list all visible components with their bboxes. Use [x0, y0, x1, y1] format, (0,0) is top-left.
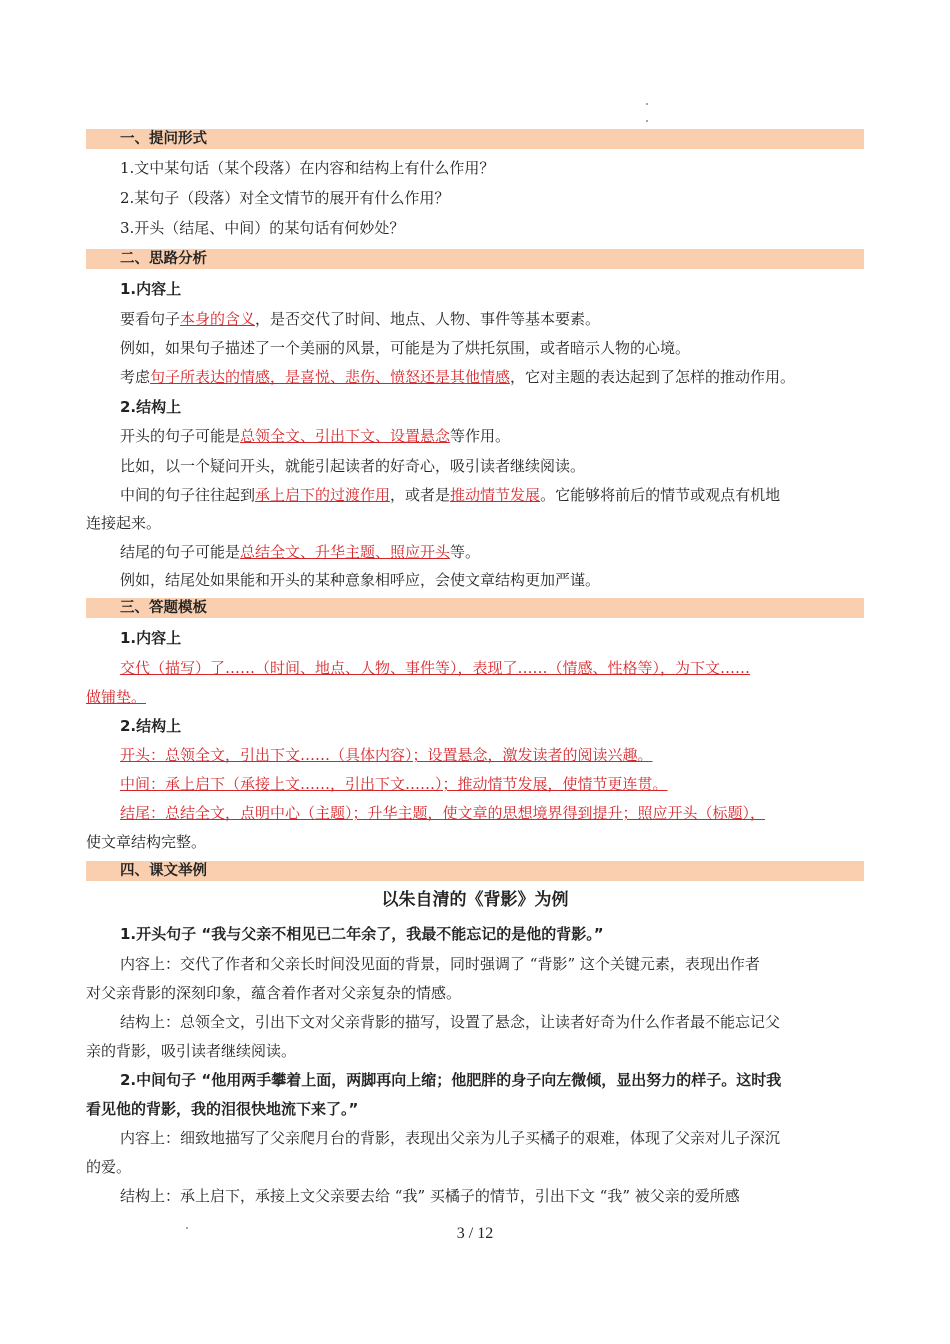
highlight-text: 句子所表达的情感，是喜悦、悲伤、愤怒还是其他情感 — [150, 368, 511, 386]
text: ，或者是 — [390, 486, 451, 504]
section-header-2: 二、思路分析 — [86, 249, 864, 269]
example-heading-2-continuation: 看见他的背影，我的泪很快地流下来了。” — [86, 1100, 359, 1118]
text: ，是否交代了时间、地点、人物、事件等基本要素。 — [255, 310, 601, 328]
text: 考虑 — [120, 368, 151, 386]
question-1: 1.文中某句话（某个段落）在内容和结构上有什么作用？ — [120, 159, 495, 177]
highlight-text: 总领全文、引出下文、设置悬念 — [240, 427, 451, 445]
example-title: 以朱自清的《背影》为例 — [381, 890, 569, 910]
paragraph-continuation: 连接起来。 — [86, 514, 162, 532]
template-line: 交代（描写）了……（时间、地点、人物、事件等），表现了……（情感、性格等），为下文…… — [120, 659, 751, 677]
section-header-4: 四、课文举例 — [86, 861, 864, 881]
paragraph: 结构上：承上启下，承接上文父亲要去给 “我” 买橘子的情节，引出下文 “我” 被父亲的爱所感 — [120, 1187, 740, 1205]
paragraph: 比如，以一个疑问开头，就能引起读者的好奇心，吸引读者继续阅读。 — [120, 457, 586, 475]
paragraph: 例如，结尾处如果能和开头的某种意象相呼应，会使文章结构更加严谨。 — [120, 571, 601, 589]
paragraph — [86, 542, 864, 562]
paragraph: 内容上：交代了作者和父亲长时间没见面的背景，同时强调了 “背影” 这个关键元素，表现出作者 — [120, 955, 760, 973]
paragraph: 例如，如果句子描述了一个美丽的风景，可能是为了烘托氛围，或者暗示人物的心境。 — [120, 339, 691, 357]
paragraph-continuation: 对父亲背影的深刻印象，蕴含着作者对父亲复杂的情感。 — [86, 984, 462, 1002]
highlight-text: 总结全文、升华主题、照应开头 — [240, 543, 451, 561]
paragraph: 内容上：细致地描写了父亲爬月台的背影，表现出父亲为儿子买橘子的艰难，体现了父亲对儿子深沉 — [120, 1129, 781, 1147]
section-header-1: 一、提问形式 — [86, 129, 864, 149]
example-heading-1: 1.开头句子 “我与父亲不相见已二年余了，我最不能忘记的是他的背影。” — [120, 925, 604, 943]
template-line: 开头：总领全文，引出下文……（具体内容）；设置悬念，激发读者的阅读兴趣。 — [120, 746, 653, 764]
paragraph — [86, 367, 864, 387]
template-line: 做铺垫。 — [86, 688, 147, 706]
section-header-3: 三、答题模板 — [86, 598, 864, 618]
template-line: 结尾：总结全文，点明中心（主题）；升华主题，使文章的思想境界得到提升；照应开头（标题）， — [120, 804, 766, 822]
paragraph-continuation: 亲的背影，吸引读者继续阅读。 — [86, 1042, 297, 1060]
text: 。它能够将前后的情节或观点有机地 — [540, 486, 781, 504]
text: 结尾的句子可能是 — [120, 543, 241, 561]
subheading-content: 1.内容上 — [120, 280, 182, 298]
example-heading-2: 2.中间句子 “他用两手攀着上面，两脚再向上缩；他肥胖的身子向左微倾，显出努力的样子。这时我 — [120, 1071, 782, 1089]
paragraph-continuation: 使文章结构完整。 — [86, 833, 207, 851]
highlight-text: 承上启下的过渡作用 — [255, 486, 391, 504]
text: ，它对主题的表达起到了怎样的推动作用。 — [510, 368, 796, 386]
template-line: 中间：承上启下（承接上文……，引出下文……）；推动情节发展，使情节更连贯。 — [120, 775, 668, 793]
subheading-structure: 2.结构上 — [120, 717, 182, 735]
text: 要看句子 — [120, 310, 181, 328]
subheading-content: 1.内容上 — [120, 629, 182, 647]
text: 开头的句子可能是 — [120, 427, 241, 445]
question-3: 3.开头（结尾、中间）的某句话有何妙处？ — [120, 219, 405, 237]
page-number: 3 / 12 — [456, 1225, 494, 1242]
text: 等。 — [450, 543, 481, 561]
paragraph: 结构上：总领全文，引出下文对父亲背影的描写，设置了悬念，让读者好奇为什么作者最不能忘记父 — [120, 1013, 781, 1031]
question-2: 2.某句子（段落）对全文情节的展开有什么作用？ — [120, 189, 450, 207]
subheading-structure: 2.结构上 — [120, 398, 182, 416]
text: 等作用。 — [450, 427, 511, 445]
scan-dot — [646, 103, 648, 105]
paragraph — [86, 485, 864, 505]
scan-dot — [646, 120, 648, 122]
text: 中间的句子往往起到 — [120, 486, 256, 504]
paragraph-continuation: 的爱。 — [86, 1158, 132, 1176]
paragraph — [86, 309, 864, 329]
paragraph — [86, 426, 864, 446]
highlight-text: 推动情节发展 — [450, 486, 541, 504]
highlight-text: 本身的含义 — [180, 310, 256, 328]
